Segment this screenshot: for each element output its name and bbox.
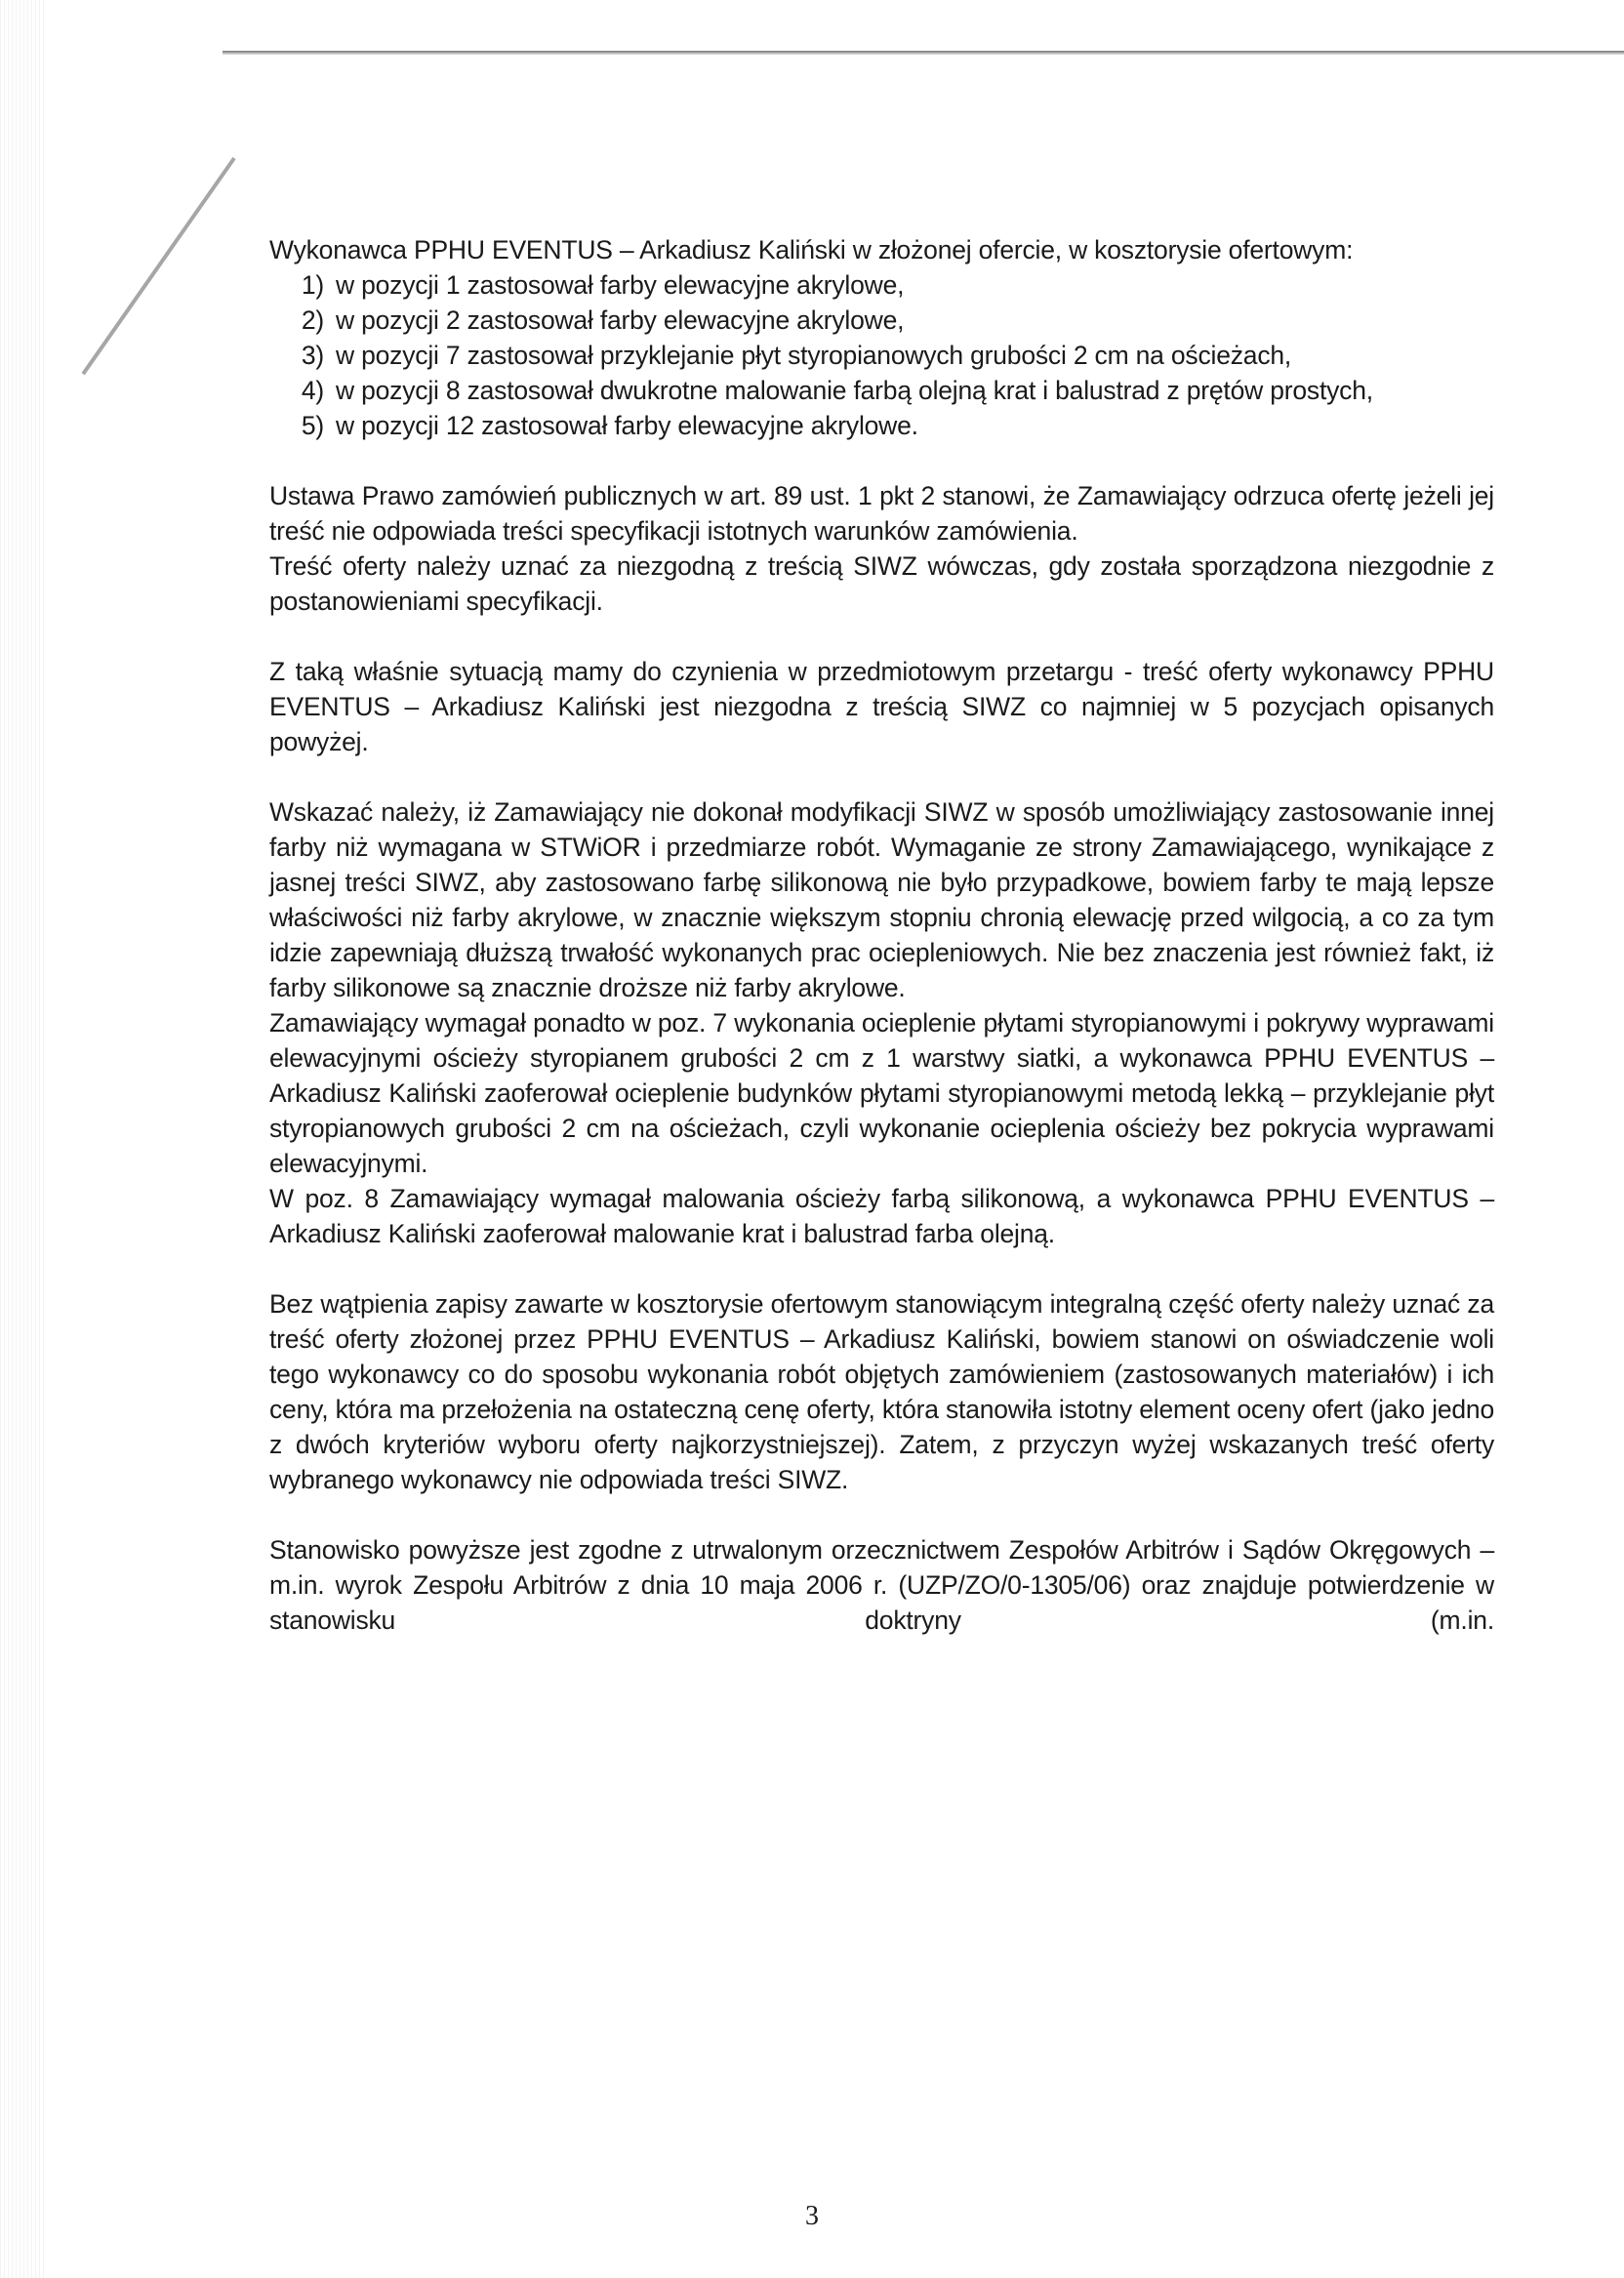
offer-items-list bbox=[269, 267, 1494, 443]
list-item bbox=[269, 373, 1494, 408]
paragraph-position-8: W poz. 8 Zamawiający wymagał malowania ościeży farbą silikonową, a wykonawca PPHU EVENTUS – Arkadiusz Kaliński zaoferował malowanie krat i balustrad farba olejną. bbox=[269, 1184, 1494, 1248]
list-item-number: 4) bbox=[301, 376, 324, 405]
paragraph-conclusion: Bez wątpienia zapisy zawarte w kosztorysie ofertowym stanowiącym integralną część oferty należy uznać za treść oferty złożonej przez PPHU EVENTUS – Arkadiusz Kaliński, bowiem stanowi on oświadczenie woli tego wykonawcy co do sposobu wykonania robót objętych zamówieniem (zastosowanych materiałów) i ich ceny, która ma przełożenia na ostateczną cenę oferty, która stanowiła istotny element oceny ofert (jako jedno z dwóch kryteriów wyboru oferty najkorzystniejszej). Zatem, z przyczyn wyżej wskazanych treść oferty wybranego wykonawcy nie odpowiada treści SIWZ. bbox=[269, 1289, 1494, 1494]
list-item bbox=[269, 267, 1494, 303]
list-item-number: 1) bbox=[301, 270, 324, 300]
paragraph-position-7: Zamawiający wymagał ponadto w poz. 7 wykonania ocieplenie płytami styropianowymi i pokrywy wyprawami elewacyjnymi ościeży styropianem grubości 2 cm z 1 warstwy siatki, a wykonawca PPHU EVENTUS – Arkadiusz Kaliński zaoferował ocieplenie budynków płytami styropianowymi metodą lekką – przyklejanie płyt styropianowych grubości 2 cm na ościeżach, czyli wykonanie ocieplenia ościeży bez pokrycia wyprawami elewacyjnymi. bbox=[269, 1008, 1494, 1178]
paragraph-case-law: Stanowisko powyższe jest zgodne z utrwalonym orzecznictwem Zespołów Arbitrów i Sądów Okręgowych – m.in. wyrok Zespołu Arbitrów z dnia 10 maja 2006 r. (UZP/ZO/0-1305/06) oraz znajduje potwierdzenie w stanowisku doktryny (m.in. bbox=[269, 1535, 1494, 1635]
list-item-text: w pozycji 7 zastosował przyklejanie płyt styropianowych grubości 2 cm na ościeżach, bbox=[336, 341, 1292, 370]
list-item bbox=[269, 408, 1494, 443]
list-item-number: 5) bbox=[301, 411, 324, 440]
paragraph-law-citation: Ustawa Prawo zamówień publicznych w art. 89 ust. 1 pkt 2 stanowi, że Zamawiający odrzuca ofertę jeżeli jej treść nie odpowiada treści specyfikacji istotnych warunków zamówienia. bbox=[269, 481, 1494, 546]
paragraph-noncompliance-definition: Treść oferty należy uznać za niezgodną z treścią SIWZ wówczas, gdy została sporządzona niezgodnie z postanowieniami specyfikacji. bbox=[269, 551, 1494, 616]
list-item-text: w pozycji 12 zastosował farby elewacyjne akrylowe. bbox=[336, 411, 918, 440]
scan-edge-artifact bbox=[0, 0, 47, 2278]
document-body bbox=[269, 232, 1494, 1638]
list-item bbox=[269, 303, 1494, 338]
page-number: 3 bbox=[805, 2201, 819, 2231]
list-item bbox=[269, 338, 1494, 373]
list-item-number: 2) bbox=[301, 305, 324, 335]
paragraph-situation: Z taką właśnie sytuacją mamy do czynienia w przedmiotowym przetargu - treść oferty wykonawcy PPHU EVENTUS – Arkadiusz Kaliński jest niezgodna z treścią SIWZ co najmniej w 5 pozycjach opisanych powyżej. bbox=[269, 657, 1494, 756]
scan-page-border bbox=[223, 51, 1624, 55]
list-item-text: w pozycji 1 zastosował farby elewacyjne akrylowe, bbox=[336, 270, 905, 300]
paragraph-paint-requirement: Wskazać należy, iż Zamawiający nie dokonał modyfikacji SIWZ w sposób umożliwiający zastosowanie innej farby niż wymagana w STWiOR i przedmiarze robót. Wymaganie ze strony Zamawiającego, wynikające z jasnej treści SIWZ, aby zastosowano farbę silikonową nie było przypadkowe, bowiem farby te mają lepsze właściwości niż farby akrylowe, w znacznie większym stopniu chronią elewację przed wilgocią, a co za tym idzie zapewniają dłuższą trwałość wykonanych prac ociepleniowych. Nie bez znaczenia jest również fakt, iż farby silikonowe są znacznie droższe niż farby akrylowe. bbox=[269, 797, 1494, 1002]
scan-fold-artifact bbox=[81, 157, 235, 375]
list-item-text: w pozycji 8 zastosował dwukrotne malowanie farbą olejną krat i balustrad z prętów prostych, bbox=[336, 376, 1373, 405]
list-item-number: 3) bbox=[301, 341, 324, 370]
intro-paragraph: Wykonawca PPHU EVENTUS – Arkadiusz Kaliński w złożonej ofercie, w kosztorysie ofertowym: bbox=[269, 235, 1354, 264]
list-item-text: w pozycji 2 zastosował farby elewacyjne akrylowe, bbox=[336, 305, 905, 335]
